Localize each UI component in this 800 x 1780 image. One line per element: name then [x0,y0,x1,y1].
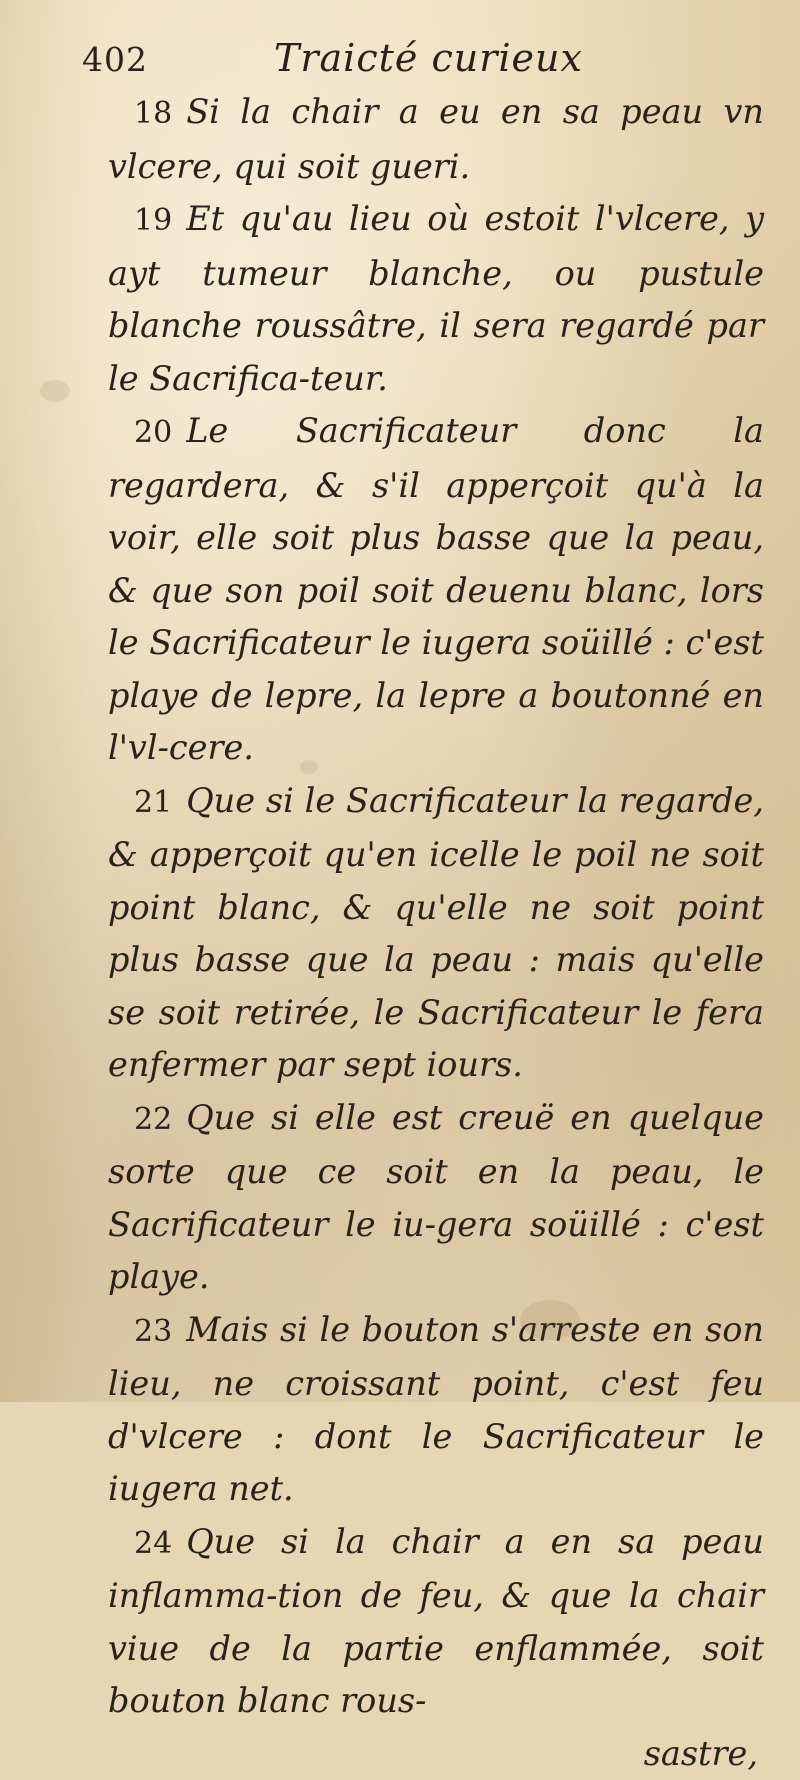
verse-text: Et qu'au lieu où estoit l'vlcere, y ayt tumeur blanche, ou pustule blanche roussâtre, il sera regardé par le Sacrifica-teur. [108,199,764,398]
verse [108,1516,764,1728]
paper-stain [40,380,70,402]
verse [108,193,764,405]
verse-text: Que si la chair a en sa peau inflamma-tion de feu, & que la chair viue de la partie enflammée, soit bouton blanc rous- [108,1522,764,1721]
paper-stain [300,760,318,774]
verse-text: Le Sacrificateur donc la regardera, & s'il apperçoit qu'à la voir, elle soit plus basse que la peau, & que son poil soit deuenu blanc, lors le Sacrificateur le iugera soüillé : c'est playe de lepre, la lepre a boutonné en l'vl-cere. [108,411,764,767]
verse-number: 20 [134,415,172,450]
verse-number: 24 [134,1526,172,1561]
verse-number: 21 [134,785,172,820]
verse-number: 22 [134,1102,172,1137]
running-title: Traicté curieux [274,36,583,80]
verse-number: 18 [134,96,172,131]
page-header [82,34,764,86]
verse-text: Mais si le bouton s'arreste en son lieu, ne croissant point, c'est feu d'vlcere : dont le Sacrificateur le iugera net. [108,1310,764,1509]
paper-stain [520,1300,580,1340]
catchword: sastre, [108,1728,764,1780]
verse-number: 19 [134,203,172,238]
body-text [108,86,764,1728]
page-number: 402 [82,40,148,79]
verse [108,405,764,775]
verse-number: 23 [134,1314,172,1349]
verse [108,1304,764,1516]
verse-text: Que si le Sacrificateur la regarde, & apperçoit qu'en icelle le poil ne soit point blanc, & qu'elle ne soit point plus basse que la peau : mais qu'elle se soit retirée, le Sacrificateur le fera enfermer par sept iours. [108,781,764,1085]
verse [108,775,764,1092]
verse [108,86,764,193]
verse [108,1092,764,1304]
verse-text: Si la chair a eu en sa peau vn vlcere, qui soit gueri. [108,92,764,186]
verse-text: Que si elle est creuë en quelque sorte que ce soit en la peau, le Sacrificateur le iu-gera soüillé : c'est playe. [108,1098,764,1297]
